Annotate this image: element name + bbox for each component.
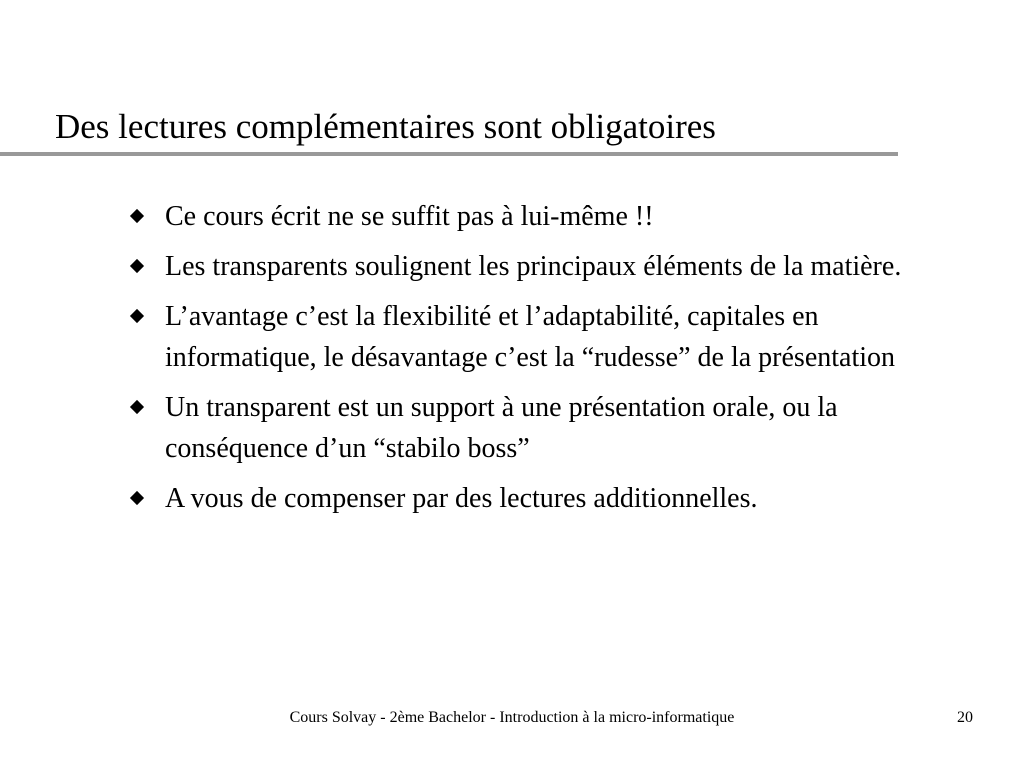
- bullet-text: Un transparent est un support à une présentation orale, ou la conséquence d’un “stabilo boss”: [165, 392, 838, 464]
- diamond-bullet-icon: [130, 259, 144, 273]
- bullet-item: [128, 296, 974, 378]
- bullet-list: [128, 196, 974, 528]
- diamond-bullet-icon: [130, 400, 144, 414]
- diamond-bullet-icon: [130, 209, 144, 223]
- bullet-text: Ce cours écrit ne se suffit pas à lui-même !!: [165, 201, 654, 232]
- bullet-item: [128, 246, 974, 287]
- diamond-bullet-icon: [130, 491, 144, 505]
- bullet-text: A vous de compenser par des lectures additionnelles.: [165, 483, 758, 514]
- bullet-item: [128, 196, 974, 237]
- title-underline: [0, 152, 898, 156]
- bullet-text: Les transparents soulignent les principaux éléments de la matière.: [165, 251, 902, 282]
- diamond-bullet-icon: [130, 309, 144, 323]
- page-number: 20: [957, 709, 973, 726]
- footer-course-title: Cours Solvay - 2ème Bachelor - Introduction à la micro-informatique: [289, 709, 735, 726]
- bullet-item: [128, 478, 974, 519]
- bullet-text: L’avantage c’est la flexibilité et l’adaptabilité, capitales en informatique, le désavantage c’est la “rudesse” de la présentation: [165, 301, 896, 373]
- slide-title: Des lectures complémentaires sont obligatoires: [55, 107, 716, 146]
- bullet-item: [128, 387, 974, 469]
